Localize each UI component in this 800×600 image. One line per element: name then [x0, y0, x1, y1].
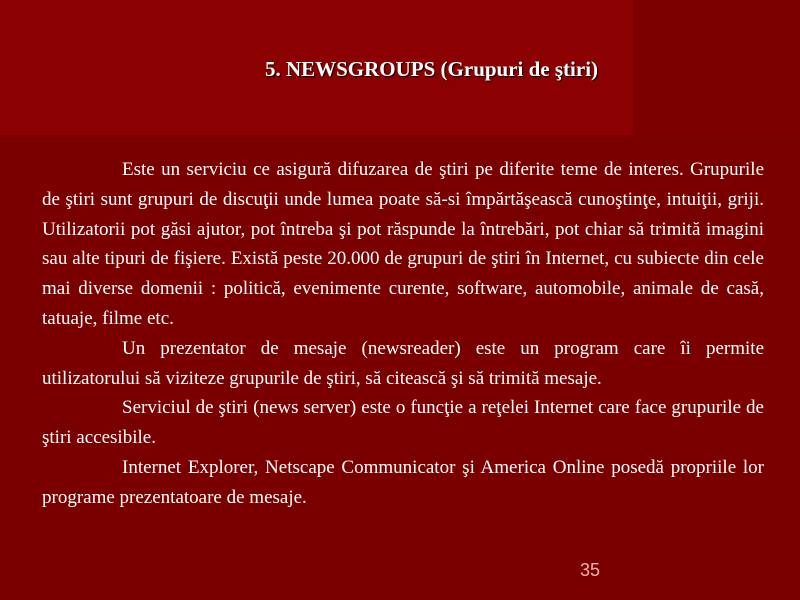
paragraph-newsreader: Un prezentator de mesaje (newsreader) este un program care îi permite utilizatorului să viziteze grupurile de ştiri, să citească şi să trimită mesaje. [42, 337, 764, 389]
paragraph-browsers: Internet Explorer, Netscape Communicator şi America Online posedă propriile lor programe prezentatoare de mesaje. [42, 456, 764, 508]
paragraph-news-server: Serviciul de ştiri (news server) este o funcţie a reţelei Internet care face grupurile de ştiri accesibile. [42, 397, 764, 449]
slide-title: 5. NEWSGROUPS (Grupuri de ştiri) [264, 57, 599, 81]
page-number: 35 [580, 560, 601, 580]
slide-body [42, 155, 764, 513]
paragraph-newsgroups-description: Este un serviciu ce asigură difuzarea de ştiri pe diferite teme de interes. Grupurile de ştiri sunt grupuri de discuţii unde lumea poate să-si împărtăşească cunoştinţe, intuiţii, griji. Utilizatorii pot găsi ajutor, pot întreba şi pot răspunde la întrebări, pot chiar să trimită imagini sau alte tipuri de fişiere. Există peste 20.000 de grupuri de ştiri în Internet, cu subiecte din cele mai diverse domenii : politică, evenimente curente, software, automobile, animale de casă, tatuaje, filme etc. [42, 159, 764, 329]
